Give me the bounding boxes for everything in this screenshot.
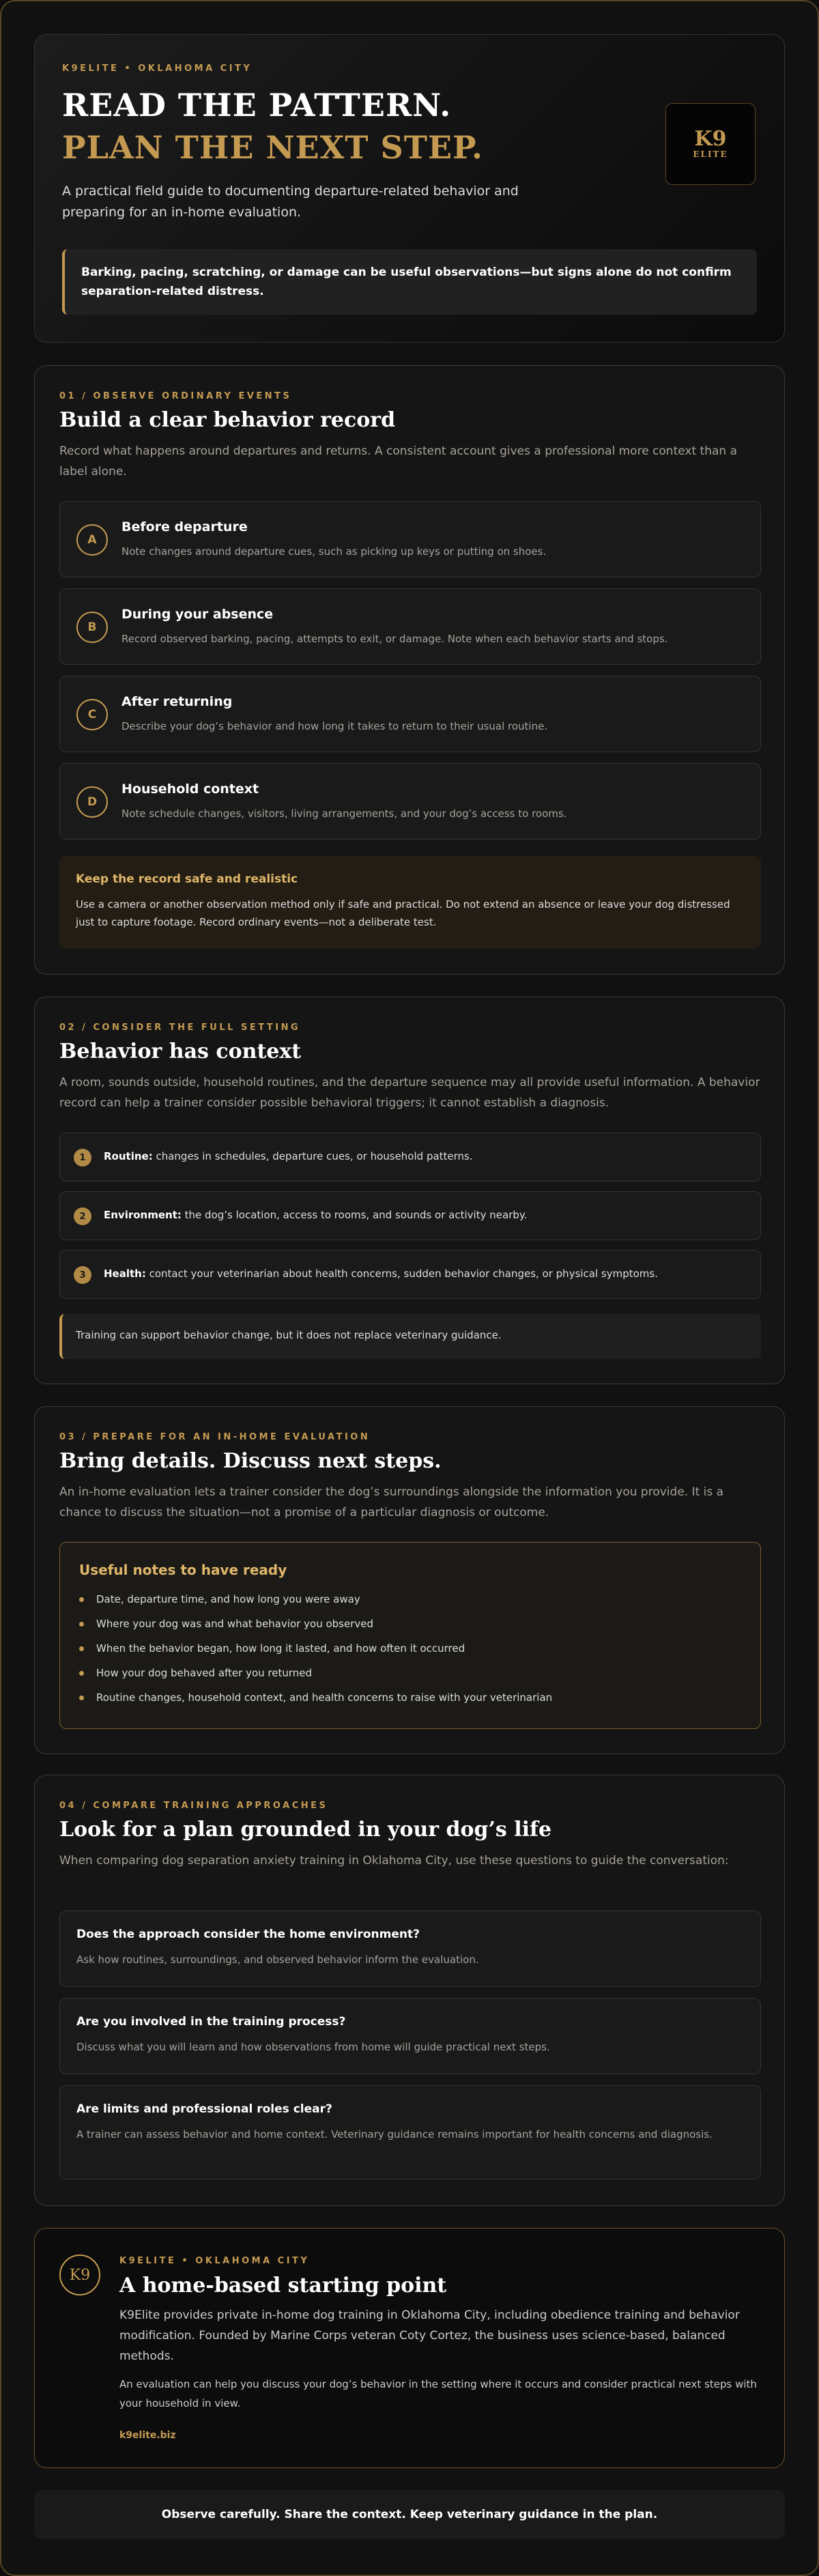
section1-intro: Record what happens around departures and returns. A consistent account gives a professional more context than a label alone. [59, 444, 737, 478]
record-item-text: Describe your dog’s behavior and how long it takes to return to their usual routine. [121, 720, 548, 732]
notes-list-item [79, 1618, 741, 1642]
question-involvement [59, 1998, 761, 2074]
safety-note-title: Keep the record safe and realistic [76, 872, 298, 886]
record-item-text: Note schedule changes, visitors, living arrangements, and your dog’s access to rooms. [121, 807, 567, 820]
context-label: Routine: [104, 1150, 153, 1162]
number-badge: 3 [74, 1266, 91, 1284]
notes-box [59, 1542, 761, 1729]
question-text: Discuss what you will learn and how observations from home will guide practical next steps. [76, 2041, 550, 2053]
context-item-environment [59, 1191, 761, 1240]
bullet-icon [79, 1695, 84, 1700]
context-desc: changes in schedules, departure cues, or household patterns. [152, 1150, 473, 1162]
context-item-routine [59, 1132, 761, 1182]
section2-title: Behavior has context [59, 1040, 302, 1063]
footer-text: Observe carefully. Share the context. Keep veterinary guidance in the plan. [161, 2508, 658, 2521]
letter-badge: A [76, 524, 108, 556]
section4-intro: When comparing dog separation anxiety training in Oklahoma City, use these questions to guide the conversation: [59, 1854, 729, 1867]
notes-item-text: Where your dog was and what behavior you observed [96, 1618, 374, 1630]
notes-box-title: Useful notes to have ready [79, 1562, 287, 1578]
bullet-icon [79, 1597, 84, 1602]
notes-list-item [79, 1667, 741, 1691]
notes-list-item [79, 1593, 741, 1618]
notes-item-text: Date, departure time, and how long you were away [96, 1593, 360, 1605]
question-text: Ask how routines, surroundings, and observed behavior inform the evaluation. [76, 1954, 479, 1966]
section3-eyebrow: 03 / PREPARE FOR AN IN-HOME EVALUATION [59, 1432, 371, 1442]
logo-mark: K9 [694, 127, 727, 151]
section-behavior-record [34, 365, 785, 975]
context-label: Environment: [104, 1209, 182, 1221]
hero-eyebrow: K9ELITE • OKLAHOMA CITY [62, 63, 253, 74]
section2-intro: A room, sounds outside, household routines, and the departure sequence may all provide useful information. A behavior record can help a trainer consider possible behavioral triggers; it cannot establish a diagnosis. [59, 1076, 760, 1110]
section4-title: Look for a plan grounded in your dog’s life [59, 1818, 552, 1842]
question-home-environment [59, 1910, 761, 1987]
record-item-title: After returning [121, 694, 233, 709]
about-card [34, 2228, 785, 2468]
about-eyebrow: K9ELITE • OKLAHOMA CITY [119, 2256, 310, 2266]
section2-eyebrow: 02 / CONSIDER THE FULL SETTING [59, 1022, 301, 1033]
vet-note [59, 1314, 761, 1359]
question-title: Are limits and professional roles clear? [76, 2102, 332, 2116]
website-link[interactable]: k9elite.biz [119, 2430, 176, 2441]
context-item-text [104, 1209, 527, 1221]
record-item-during [59, 588, 761, 665]
record-item-after [59, 676, 761, 752]
notes-item-text: When the behavior began, how long it lasted, and how often it occurred [96, 1642, 465, 1655]
section3-title: Bring details. Discuss next steps. [59, 1449, 442, 1473]
record-item-text: Record observed barking, pacing, attempts to exit, or damage. Note when each behavior starts and stops. [121, 633, 668, 645]
question-title: Does the approach consider the home environment? [76, 1928, 420, 1941]
letter-badge: B [76, 612, 108, 643]
hero-lead: A practical field guide to documenting departure-related behavior and preparing for an in-home evaluation. [62, 184, 519, 220]
question-title: Are you involved in the training process? [76, 2015, 346, 2029]
record-item-household [59, 763, 761, 840]
letter-badge: C [76, 699, 108, 730]
hero-callout-text: Barking, pacing, scratching, or damage can be useful observations—but signs alone do not confirm separation-related distress. [81, 266, 732, 298]
record-item-title: Household context [121, 782, 259, 797]
context-item-text [104, 1268, 658, 1280]
hero-title-line1: READ THE PATTERN. [62, 87, 452, 124]
notes-list-item [79, 1691, 741, 1716]
record-item-title: During your absence [121, 607, 274, 622]
about-paragraph-2: An evaluation can help you discuss your dog’s behavior in the setting where it occurs and consider practical next steps with your household in view. [119, 2378, 757, 2409]
section4-eyebrow: 04 / COMPARE TRAINING APPROACHES [59, 1801, 328, 1811]
record-item-text: Note changes around departure cues, such as picking up keys or putting on shoes. [121, 545, 547, 558]
safety-note [59, 856, 761, 949]
bullet-icon [79, 1671, 84, 1676]
safety-note-text: Use a camera or another observation method only if safe and practical. Do not extend an absence or leave your dog distressed just to capture footage. Record ordinary events—not a deliberate test. [76, 898, 730, 928]
letter-badge: D [76, 786, 108, 818]
section3-intro: An in-home evaluation lets a trainer consider the dog’s surroundings alongside the information you provide. It is a chance to discuss the situation—not a promise of a particular diagnosis or outcome. [59, 1485, 724, 1519]
question-text: A trainer can assess behavior and home context. Veterinary guidance remains important for health concerns and diagnosis. [76, 2128, 713, 2141]
logo-subtext: ELITE [693, 149, 728, 159]
footer-banner [34, 2490, 785, 2539]
context-desc: contact your veterinarian about health concerns, sudden behavior changes, or physical symptoms. [145, 1268, 659, 1280]
notes-list-item [79, 1642, 741, 1667]
context-item-health [59, 1250, 761, 1299]
section1-title: Build a clear behavior record [59, 408, 396, 432]
context-label: Health: [104, 1268, 146, 1280]
notes-item-text: How your dog behaved after you returned [96, 1667, 313, 1679]
brand-logo [665, 103, 756, 185]
notes-item-text: Routine changes, household context, and health concerns to raise with your veterinarian [96, 1691, 553, 1704]
context-desc: the dog’s location, access to rooms, and sounds or activity nearby. [181, 1209, 528, 1221]
context-item-text [104, 1150, 473, 1162]
number-badge: 2 [74, 1207, 91, 1225]
record-item-title: Before departure [121, 519, 248, 534]
hero-card [34, 34, 785, 343]
about-title: A home-based starting point [119, 2274, 447, 2298]
number-badge: 1 [74, 1149, 91, 1167]
question-limits-roles [59, 2085, 761, 2179]
hero-title-line2: PLAN THE NEXT STEP. [62, 129, 483, 166]
section1-eyebrow: 01 / OBSERVE ORDINARY EVENTS [59, 391, 292, 401]
section-evaluation [34, 1406, 785, 1754]
bullet-icon [79, 1622, 84, 1627]
section-context [34, 997, 785, 1384]
bullet-icon [79, 1646, 84, 1651]
k9-badge: K9 [59, 2255, 100, 2295]
about-paragraph-1: K9Elite provides private in-home dog training in Oklahoma City, including obedience training and behavior modification. Founded by Marine Corps veteran Coty Cortez, the business uses science-based, balanced methods. [119, 2308, 740, 2363]
section-approaches [34, 1775, 785, 2206]
vet-note-text: Training can support behavior change, but it does not replace veterinary guidance. [76, 1329, 502, 1341]
hero-callout [62, 249, 757, 315]
record-item-before [59, 501, 761, 577]
